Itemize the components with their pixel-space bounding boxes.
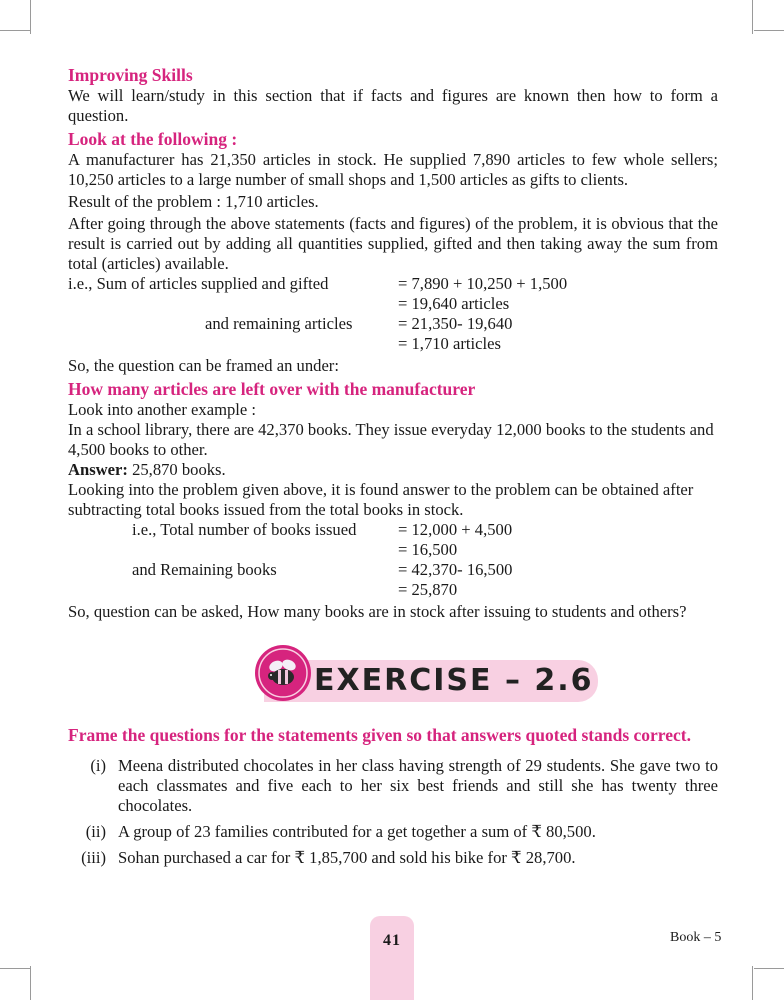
calc-value: = 1,710 articles [398, 334, 501, 353]
calc-label: i.e., Sum of articles supplied and gifted [68, 274, 329, 293]
another-example: Look into another example : [68, 400, 257, 419]
answer-line [68, 460, 718, 480]
question-1: How many articles are left over with the manufacturer [68, 379, 476, 399]
bee-icon [254, 644, 312, 702]
exercise-text: Sohan purchased a car for ₹ 1,85,700 and sold his bike for ₹ 28,700. [118, 848, 576, 867]
analysis-2: Looking into the problem given above, it is found answer to the problem can be obtained after subtracting total books issued from the total books in stock. [68, 480, 694, 519]
crop-mark [0, 30, 30, 31]
book-label: Book – 5 [670, 930, 722, 945]
calc-label: and Remaining books [132, 560, 277, 579]
calc-value: = 19,640 articles [398, 294, 510, 313]
calc-row [68, 560, 718, 580]
calc-row [68, 334, 718, 354]
exercise-number: (iii) [81, 848, 106, 867]
exercise-item [68, 848, 718, 868]
exercise-number: (i) [90, 756, 106, 775]
crop-mark [754, 968, 784, 969]
exercise-title: EXERCISE – 2.6 [314, 663, 594, 698]
intro-text: We will learn/study in this section that if facts and figures are known then how to form a question. [68, 86, 718, 125]
calc-value: = 42,370- 16,500 [398, 560, 513, 579]
page-number-tab [370, 916, 414, 1000]
calc-value: = 16,500 [398, 540, 458, 559]
crop-mark [30, 966, 31, 1000]
calc-value: = 7,890 + 10,250 + 1,500 [398, 274, 568, 293]
page-content [68, 62, 718, 868]
calc-row [68, 580, 718, 600]
section-heading: Improving Skills [68, 65, 193, 85]
analysis-1: After going through the above statements (facts and figures) of the problem, it is obvious that the result is carried out by adding all quantities supplied, gifted and then taking away the sum from total (articles) available. [68, 214, 718, 273]
look-heading: Look at the following : [68, 129, 238, 149]
calc-value: = 21,350- 19,640 [398, 314, 513, 333]
problem-2: In a school library, there are 42,370 books. They issue everyday 12,000 books to the students and 4,500 books to other. [68, 420, 714, 459]
crop-mark [752, 966, 753, 1000]
exercise-number: (ii) [85, 822, 106, 841]
problem-1: A manufacturer has 21,350 articles in stock. He supplied 7,890 articles to few whole sellers; 10,250 articles to a large number of small shops and 1,500 articles as gifts to clients. [68, 150, 718, 189]
calc-value: = 12,000 + 4,500 [398, 520, 513, 539]
calc-block-1 [68, 274, 718, 354]
answer-label: Answer: [68, 460, 128, 479]
answer-value: 25,870 books. [127, 460, 226, 479]
exercise-item [68, 756, 718, 816]
calc-block-2 [68, 520, 718, 600]
exercise-text: Meena distributed chocolates in her class having strength of 29 students. She gave two to each classmates and five each to her six best friends and still she has twenty three chocolates. [118, 756, 718, 815]
crop-mark [752, 0, 753, 34]
exercise-item [68, 822, 718, 842]
question-2: So, question can be asked, How many books are in stock after issuing to students and others? [68, 602, 687, 621]
exercise-instruction: Frame the questions for the statements given so that answers quoted stands correct. [68, 725, 691, 745]
calc-row [68, 540, 718, 560]
calc-row [68, 294, 718, 314]
crop-mark [0, 968, 30, 969]
exercise-text: A group of 23 families contributed for a get together a sum of ₹ 80,500. [118, 822, 596, 841]
calc-value: = 25,870 [398, 580, 458, 599]
calc-label: and remaining articles [205, 314, 353, 333]
framed-text: So, the question can be framed an under: [68, 356, 339, 375]
crop-mark [754, 30, 784, 31]
calc-label: i.e., Total number of books issued [132, 520, 357, 539]
calc-row [68, 274, 718, 294]
result-1: Result of the problem : 1,710 articles. [68, 192, 319, 211]
crop-mark [30, 0, 31, 34]
page-number: 41 [383, 932, 401, 949]
exercise-banner [68, 642, 718, 706]
calc-row [68, 520, 718, 540]
calc-row [68, 314, 718, 334]
